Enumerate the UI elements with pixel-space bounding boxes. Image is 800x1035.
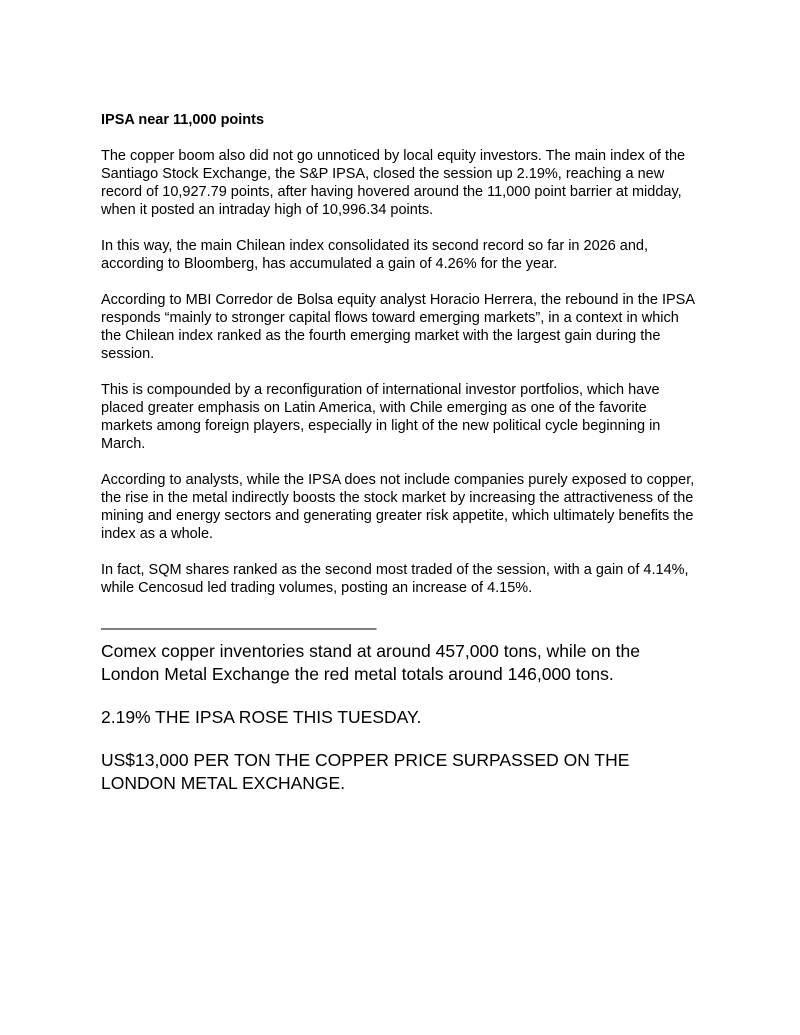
highlight-copper-price: US$13,000 PER TON THE COPPER PRICE SURPASSED ON THE LONDON METAL EXCHANGE. [101,750,630,793]
document-page [101,110,701,815]
article-paragraph-3: According to MBI Corredor de Bolsa equity analyst Horacio Herrera, the rebound in the IPSA responds “mainly to stronger capital flows toward emerging markets”, in a context in which the Chilean index ranked as the fourth emerging market with the largest gain during the session. [101,292,695,362]
section-divider: ——————————————————— [101,621,377,637]
article-paragraph-6: In fact, SQM shares ranked as the second most traded of the session, with a gain of 4.14%, while Cencosud led trading volumes, posting an increase of 4.15%. [101,562,689,596]
highlight-ipsa-rise: 2.19% THE IPSA ROSE THIS TUESDAY. [101,707,422,727]
article-heading: IPSA near 11,000 points [101,112,265,128]
highlight-inventories: Comex copper inventories stand at around 457,000 tons, while on the London Metal Exchange the red metal totals around 146,000 tons. [101,641,640,684]
article-paragraph-4: This is compounded by a reconfiguration of international investor portfolios, which have placed greater emphasis on Latin America, with Chile emerging as one of the favorite markets among foreign players, especially in light of the new political cycle beginning in March. [101,382,661,452]
article-paragraph-2: In this way, the main Chilean index consolidated its second record so far in 2026 and, according to Bloomberg, has accumulated a gain of 4.26% for the year. [101,238,649,272]
article-paragraph-5: According to analysts, while the IPSA does not include companies purely exposed to copper, the rise in the metal indirectly boosts the stock market by increasing the attractiveness of the mining and energy sectors and generating greater risk appetite, which ultimately benefits the index as a whole. [101,472,695,542]
article-paragraph-1: The copper boom also did not go unnoticed by local equity investors. The main index of the Santiago Stock Exchange, the S&P IPSA, closed the session up 2.19%, reaching a new record of 10,927.79 points, after having hovered around the 11,000 point barrier at midday, when it posted an intraday high of 10,996.34 points. [101,148,686,218]
